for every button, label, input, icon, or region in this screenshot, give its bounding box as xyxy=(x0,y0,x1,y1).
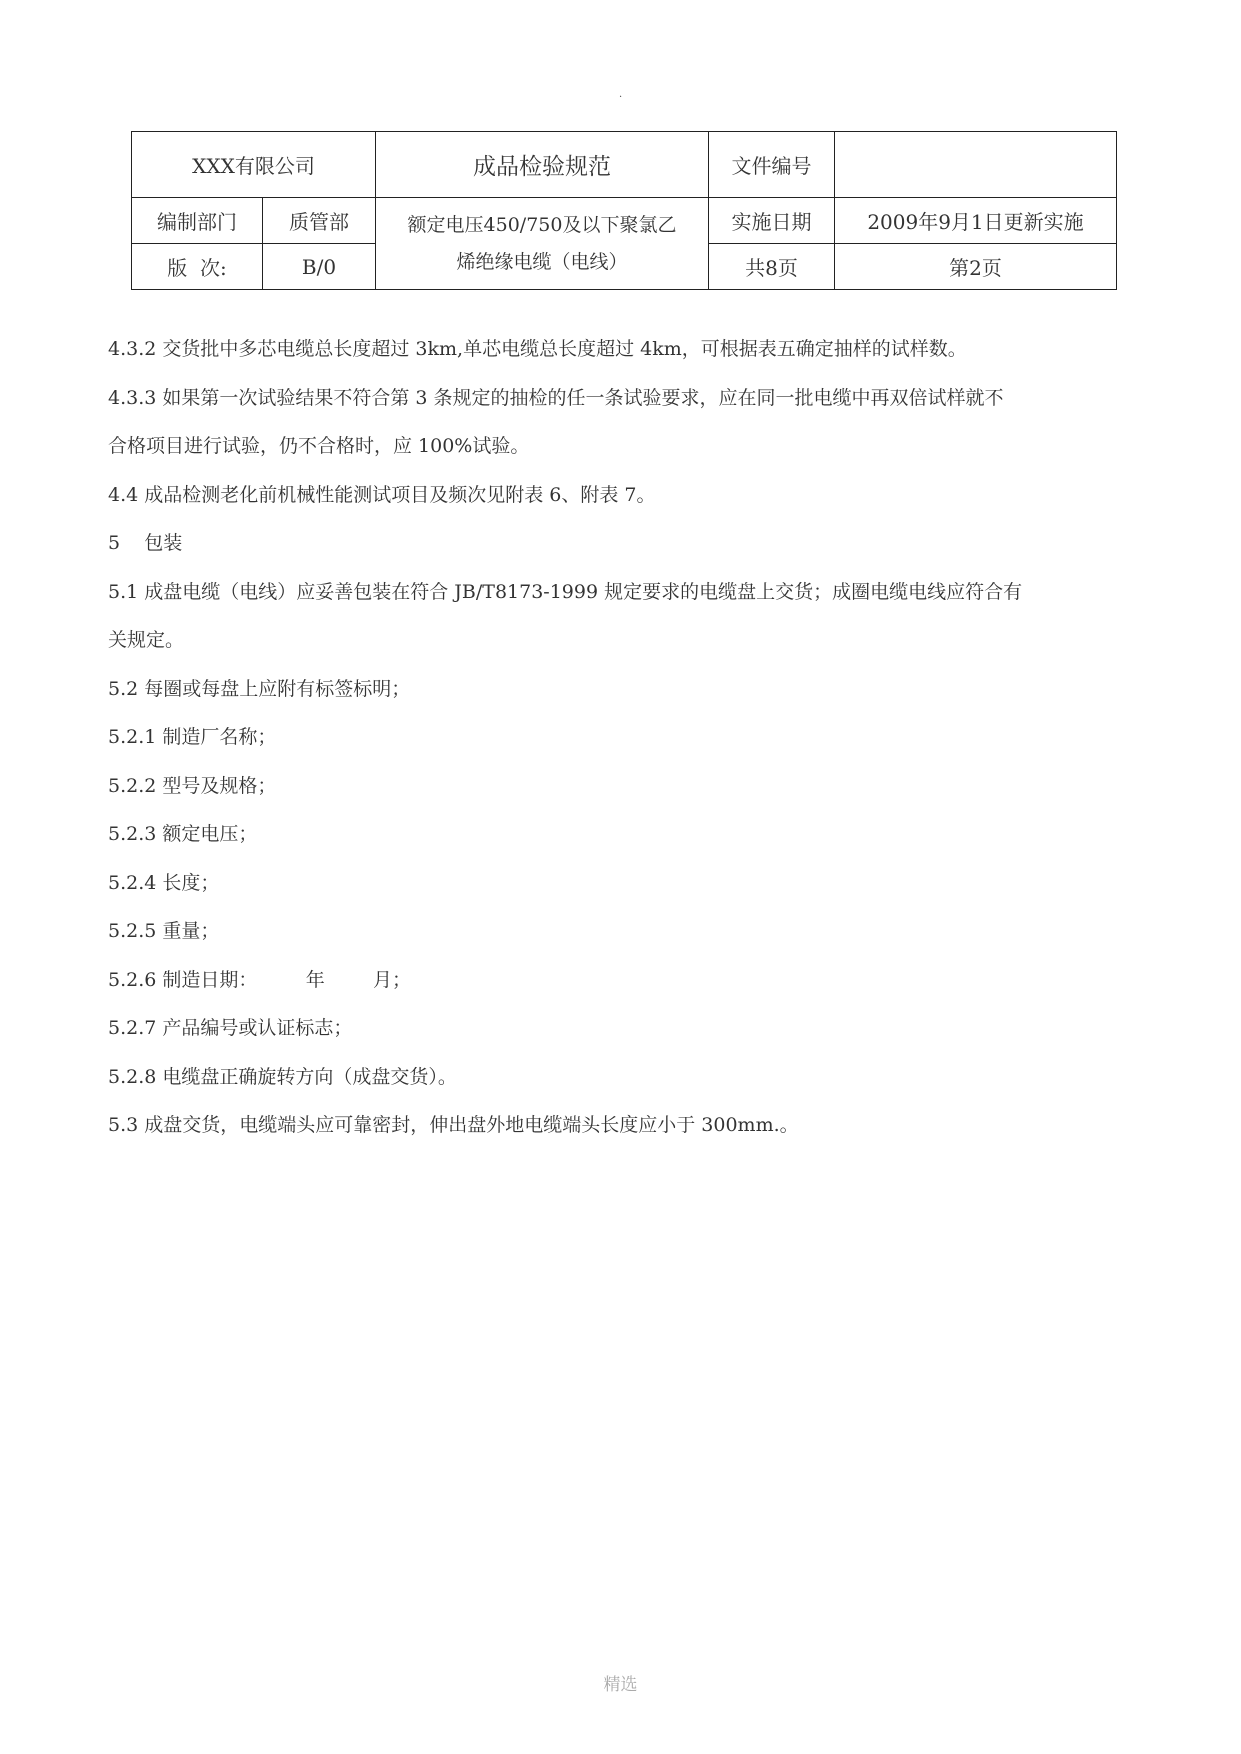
paragraph: 4.3.3 如果第一次试验结果不符合第 3 条规定的抽检的任一条试验要求，应在同一批电缆中再双倍试样就不 xyxy=(108,386,1004,409)
document-header-table xyxy=(131,131,1117,290)
document-body xyxy=(108,325,1118,1150)
list-item: 5.2.1 制造厂名称； xyxy=(108,726,277,748)
dept-label: 编制部门 xyxy=(132,198,263,244)
product-subject-line2: 烯绝缘电缆（电线） xyxy=(456,250,628,273)
footer-watermark: 精选 xyxy=(603,1675,638,1695)
product-subject xyxy=(376,198,709,290)
paragraph: 关规定。 xyxy=(108,629,185,651)
paragraph: 5.2 每圈或每盘上应附有标签标明； xyxy=(108,677,411,700)
page-number: 第2页 xyxy=(835,244,1117,290)
paragraph: 合格项目进行试验，仍不合格时，应 100%试验。 xyxy=(108,435,530,457)
list-item: 5.2.6 制造日期： 年 月； xyxy=(108,968,412,991)
list-item: 5.2.5 重量； xyxy=(108,920,220,942)
section-heading: 5 包装 xyxy=(108,532,183,554)
dept-value: 质管部 xyxy=(263,198,376,244)
paragraph: 5.3 成盘交货，电缆端头应可靠密封，伸出盘外地电缆端头长度应小于 300mm.。 xyxy=(108,1114,799,1136)
paragraph: 4.4 成品检测老化前机械性能测试项目及频次见附表 6、附表 7。 xyxy=(108,483,656,506)
list-item: 5.2.7 产品编号或认证标志； xyxy=(108,1017,353,1039)
doc-number-label: 文件编号 xyxy=(709,132,835,198)
product-subject-line1: 额定电压450/750及以下聚氯乙 xyxy=(407,213,677,236)
list-item: 5.2.4 长度； xyxy=(108,871,220,894)
company-name: XXX有限公司 xyxy=(132,132,376,198)
doc-number-value xyxy=(835,132,1117,198)
list-item: 5.2.3 额定电压； xyxy=(108,823,258,845)
version-label: 版 次: xyxy=(132,244,263,290)
total-pages: 共8页 xyxy=(709,244,835,290)
version-value: B/0 xyxy=(263,244,376,290)
list-item: 5.2.8 电缆盘正确旋转方向（成盘交货）。 xyxy=(108,1065,457,1088)
document-title: 成品检验规范 xyxy=(376,132,709,198)
impl-date-value: 2009年9月1日更新实施 xyxy=(835,198,1117,244)
paragraph: 4.3.2 交货批中多芯电缆总长度超过 3km,单芯电缆总长度超过 4km，可根据表五确定抽样的试样数。 xyxy=(108,338,967,360)
list-item: 5.2.2 型号及规格； xyxy=(108,774,277,797)
paragraph: 5.1 成盘电缆（电线）应妥善包装在符合 JB/T8173-1999 规定要求的电缆盘上交货；成圈电缆电线应符合有 xyxy=(108,580,1023,603)
impl-date-label: 实施日期 xyxy=(709,198,835,244)
top-dot: · xyxy=(619,92,623,103)
